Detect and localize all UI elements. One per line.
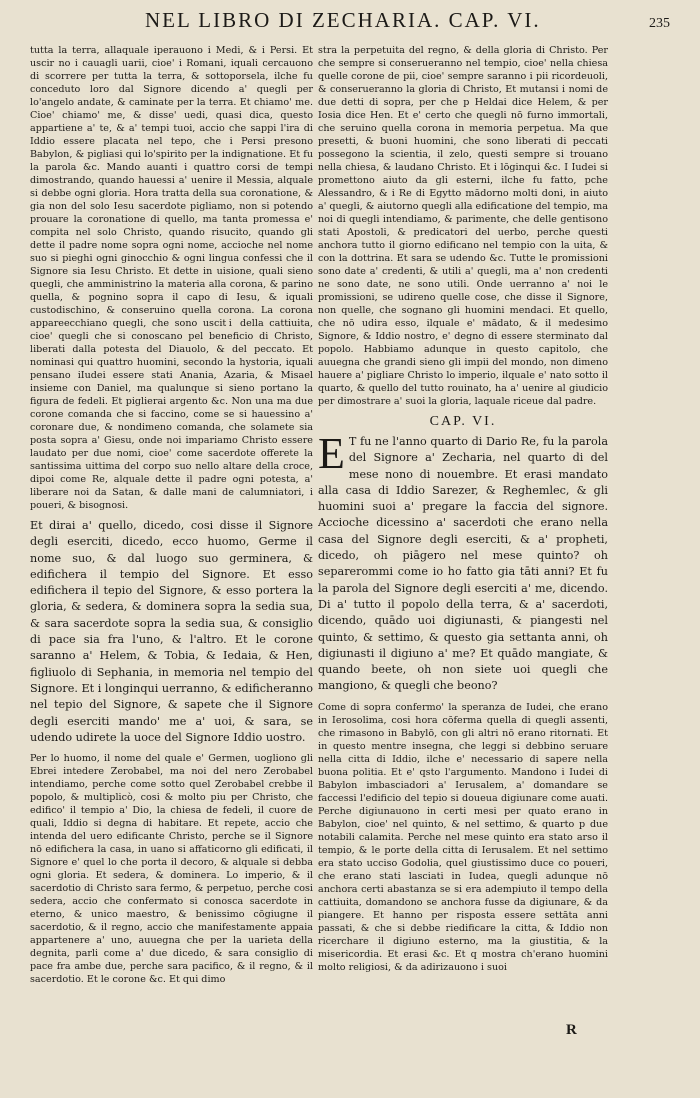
- commentary-paragraph: Come di sopra confermo' la speranza de Iudei, che erano in Ierosolima, cosi hora cōferma quella di quegli assenti, che rimasono in Babylō, con gli altri nō erano ritornati. Et in questo mentre insegna, che leggi si debbino seruare nella citta di Iddio, ilche e' necessario di sapere nella buona politia. Et e' qsto l'argumento. Mandono i Iudei di Babylon imbasciadori a' Ierusalem, a' domandare se faccessi l'edificio del tepio si doueua digiunare come auati. Perche digiunauono in certi mesi per quato erano in Babylon, cioe' nel quinto, & nel settimo, & quarto p due notabili calamita. Perche nel mese quinto era stato arso il tempio, & le porte della citta di Ierusalem. Et nel settimo era stato ucciso Godolia, quel giustissimo duce co poueri, che erano stati lasciati in Iudea, quegli adunque nō anchora certi abastanza se si era adempiuto il tempo della cattiuita, domandono se anchora fusse da digiunare, & da piangere. Et hanno per risposta essere settāta anni passati, & che si debbe riedificare la citta, & Iddio non ricerchare il digiuno esterno, ma la giustitia, & la misericordia. Et erasi &c. Et q mostra ch'erano huomini molto religiosi, & da adirizauono i suoi: [318, 701, 608, 973]
- signature-mark: R: [566, 1022, 577, 1038]
- scripture-paragraph: Et dirai a' quello, dicedo, cosi disse il Signore degli eserciti, dicedo, ecco huomo, Germe il nome suo, & dal luogo suo germinera, & edifichera il tempio del Signore. Et esso edifichera il tepio del Signore, & esso portera la gloria, & sedera, & dominera sopra la sedia sua, & sara sacerdote sopra la sedia sua, & consiglio di pace sia fra l'uno, & l'altro. Et le corone saranno a' Helem, & Tobia, & Iedaia, & Hen, figliuolo di Sephania, in memoria nel tempio del Signore. Et i longinqui uerranno, & edificheranno nel tepio del Signore, & sapete che il Signore degli eserciti mando' me a' uoi, & sara, se udendo udirete la uoce del Signore Iddio uostro.: [30, 519, 313, 744]
- left-column: [30, 44, 313, 1084]
- commentary-paragraph: Per lo huomo, il nome del quale e' Germen, uogliono gli Ebrei intedere Zerobabel, ma noi del nero Zerobabel intendiamo, perche come sotto quel Zerobabel crebbe il popolo, & multiplicò, cosi & molto piu per Christo, che edifico' il tempio a' Dio, la chiesa de fedeli, il cuore de quali, Iddio si degna di habitare. Et repete, accio che intenda del uero edificante Christo, perche se il Signore nō edifichera la casa, in uano si affaticorno gli edificati, il Signore e' quel lo che porta il decoro, & alquale si debba ogni gloria. Et sedera, & dominera. Lo imperio, & il sacerdotio di Christo sara fermo, & perpetuo, perche cosi sedera, accio che confermato si conosca sacerdote in eterno, & unico maestro, & benissimo cōgiugne il sacerdotio, & il regno, accio che manifestamente appaia appartenere a' uno, auuegna che per la uarieta della degnita, parli come a' due dicedo, & sara consiglio di pace fra ambe due, perche sara pacifico, & il regno, & il sacerdotio. Et le corone &c. Et qui dimo: [30, 753, 313, 986]
- scripture-text: T fu ne l'anno quarto di Dario Re, fu la parola del Signore a' Zecharia, nel quarto di del mese nono di nouembre. Et erasi mandato alla casa di Iddio Sarezer, & Reghemlec, & gli huomini suoi a' pregare la faccia del signore. Accioche dicessino a' sacerdoti che erano nella casa del Signore degli eserciti, & a' propheti, dicedo, oh piāgero nel mese quinto? oh separerommi come io ho fatto gia tāti anni? Et fu la parola del Signore degli eserciti a' me, dicendo. Di a' tutto il popolo della terra, & a' sacerdoti, dicendo, quādo uoi digiunasti, & piangesti nel quinto, & settimo, & questo gia settanta anni, oh digiunasti il digiuno a' me? Et quādo mangiate, & quando beete, oh non siete uoi quegli che mangiono, & quegli che beono?: [318, 435, 608, 693]
- right-column: [318, 44, 608, 1084]
- page-number: 235: [649, 16, 670, 31]
- commentary-paragraph: tutta la terra, allaquale iperauono i Medi, & i Persi. Et uscir no i cauagli uarii, cioe' i Romani, iquali cercauono di scorrere per tutta la terra, & sottoporsela, ilche fu conceduto loro dal Signore dicendo a' quegli per lo'angelo andate, & caminate per la terra. Et chiamo' me. Cioe' chiamo' me, & disse' uedi, quasi dica, questo appartiene a' te, & a' tempi tuoi, accio che sappi l'ira di Iddio essere placata nel tepo, che i Persi presono Babylon, & pigliasi qui lo'spirito per la indignatione. Et fu la parola &c. Mando auanti i quattro corsi de tempi dimostrando, quando hauessi a' uenire il Messia, alquale si debbe ogni gloria. Hora tratta della sua coronatione, & gia non del solo Iesu sacerdote pigliamo, non si potendo prouare la coronatione di quello, ma tanta promessa e' compita nel solo Christo, quando risucito, quando gli dette il padre nome sopra ogni nome, accioche nel nome suo si pieghi ogni ginocchio & ogni lingua confessi che il Signore sia Iesu Christo. Et dette in uisione, quali sieno quegli, che amministrino la materia alla corona, & parino quella, & pognino sopra il capo di Iesu, & iquali custodischino, & conseruino quella corona. La corona appareecchiano quegli, che sono uscitⅰ della cattiuita, cioe' quegli che si conoscano pel beneficio di Christo, liberati dalla potesta del Diauolo, & del peccato. Et nominasi qui quattro huomini, secondo la hystoria, iquali pensano iIudei essere stati Anania, Azaria, & Misael insieme con Daniel, ma qualunque si sieno portano la figura de fedeli. Et piglierai argento &c. Non una ma due corone comanda che si faccino, come se si hauessino a' coronare due, & nondimeno comanda, che solamete sia posta sopra a' Giesu, onde noi impariamo Christo essere laudato per due nomi, cioe' come sacerdote offerete la santissima uittima del corpo suo nello altare della croce, dipoi come Re, alquale dette il padre ogni potesta, a' liberare noi da Satan, & dalle mani de calumniatori, i poueri, & bisognosi.: [30, 45, 313, 511]
- chapter-heading: CAP. VI.: [429, 414, 497, 429]
- drop-capital: E: [318, 429, 345, 478]
- running-head: NEL LIBRO DI ZECHARIA. CAP. VI.: [145, 8, 541, 32]
- commentary-paragraph: stra la perpetuita del regno, & della gloria di Christo. Per che sempre si conserueranno nel tempio, cioe' nella chiesa quelle corone de pii, cioe' sempre saranno i pii ricordeuoli, & conserueranno la gloria di Christo, Et mutansi i nomi de due detti di sopra, per che p Heldai dice Helem, & per Iosia dice Hen. Et e' certo che quegli nō furno immortali, che seruino quella corona in memoria perpetua. Ma que presetti, & buoni huomini, che sono liberati di peccati possegono la scientia, il zelo, questi sempre si trouano nella chiesa, & laudano Christo. Et i lōginqui &c. I Iudei si promettono aiuto da gli esterni, ilche fu fatto, pche Alessandro, & i Re di Egytto mādorno molti doni, in aiuto a' quegli, & aiutorno quegli alla edificatione del tempio, ma noi di quegli intendiamo, & parimente, che delle gentisono stati Apostoli, & predicatori del uerbo, perche questi anchora tutto il giorno edificano nel tempio con la uita, & con la dottrina. Et sara se udendo &c. Tutte le promissioni sono date a' credenti, & utili a' quegli, ma a' non credenti ne sono date, ne sono utili. Onde uerranno a' noi le promissioni, se udireno quelle cose, che disse il Signore, non quelle, che sognano gli huomini mendaci. Et quello, che nō udira esso, ilquale e' mādato, & il medesimo Signore, & Iddio nostro, e' degno di essere sterminato dal popolo. Habbiamo adunque in questo capitolo, che auuegna che grandi sieno gli impii del mondo, non dimeno hauere a' pigliare Christo lo imperio, ilquale e' nato sotto il quarto, & quello del tutto rouinato, ha a' uenire al giudicio per dimostrare a' suoi la gloria, laquale riceue dal padre.: [318, 45, 608, 407]
- scripture-paragraph: [318, 429, 608, 695]
- page-header: [145, 8, 670, 36]
